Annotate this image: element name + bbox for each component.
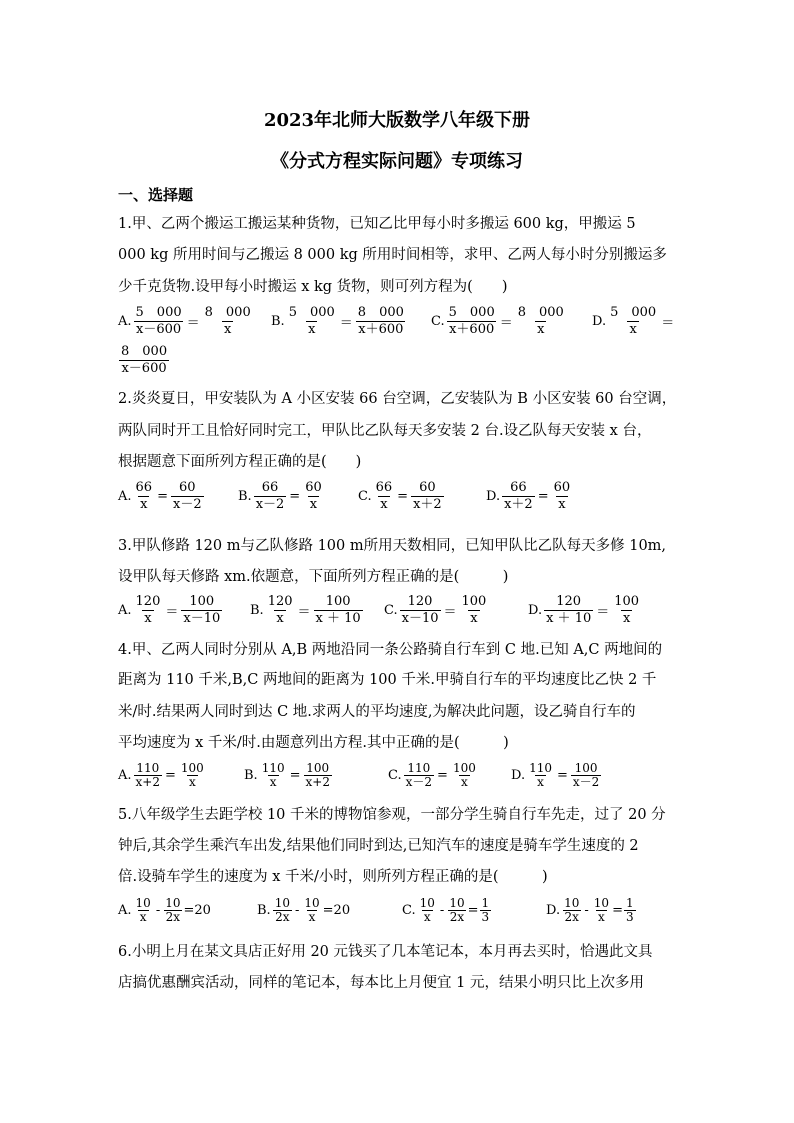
question-text-line: 000 kg 所用时间与乙搬运 8 000 kg 所用时间相等，求甲、乙两人每小时分别搬运多 (118, 247, 667, 263)
numerator: 10 (449, 896, 465, 910)
equals-sign: ＝ (443, 605, 457, 620)
fraction (516, 305, 566, 338)
equals-sign: ＝ (499, 316, 513, 331)
fraction (527, 762, 554, 789)
denominator: x (598, 910, 605, 924)
numerator: 8 000 (204, 305, 251, 320)
fraction (356, 305, 406, 338)
numerator: 100 (189, 594, 215, 609)
section-heading: 一、选择题 (118, 186, 194, 204)
numerator: 5 000 (135, 305, 182, 320)
equals-sign: = (157, 489, 168, 504)
option-b[interactable] (257, 897, 350, 924)
fraction (171, 480, 204, 513)
fraction (460, 594, 489, 627)
numerator: 10 (564, 896, 580, 910)
numerator: 60 (305, 480, 322, 495)
equals-sign: ＝ (596, 605, 610, 620)
numerator: 10 (165, 896, 181, 910)
denominator: x (308, 910, 316, 924)
equals-sign: ＝ (661, 316, 675, 331)
denominator: 2x (165, 910, 181, 924)
document-subtitle: 《分式方程实际问题》专项练习 (271, 151, 523, 172)
numerator: 120 (267, 594, 293, 609)
option-c[interactable] (402, 897, 492, 924)
option-label: D. (486, 489, 501, 504)
numerator: 60 (179, 480, 196, 495)
denominator: x+2 (135, 775, 160, 789)
option-label: B. (257, 903, 271, 918)
option-label: C. (384, 603, 398, 618)
numerator: 110 (529, 761, 552, 775)
option-a[interactable] (118, 594, 223, 627)
denominator: x (461, 775, 468, 789)
equals-sign: = (437, 768, 448, 783)
option-d[interactable] (546, 897, 637, 924)
equals-sign: = (289, 489, 301, 504)
option-d[interactable] (511, 762, 602, 789)
numerator: 5 000 (448, 305, 495, 320)
equals-sign: ＝ (165, 605, 179, 620)
minus-sign: - (439, 903, 445, 918)
fraction (302, 897, 321, 924)
option-label: C. (358, 489, 372, 504)
numerator: 8 000 (357, 305, 404, 320)
numerator: 10 (419, 896, 435, 910)
equals-sign: ＝ (297, 605, 311, 620)
fraction (266, 594, 295, 627)
denominator: x－600 (136, 322, 182, 337)
numerator: 66 (261, 480, 279, 495)
denominator: 2x (564, 910, 579, 924)
option-c[interactable] (431, 305, 567, 338)
denominator: x－600 (121, 361, 167, 376)
fraction (179, 762, 206, 789)
numerator: 10 (135, 896, 151, 910)
numerator: 5 000 (288, 305, 335, 320)
fraction (411, 480, 444, 513)
denominator: x－2 (172, 497, 202, 512)
fraction (254, 480, 287, 513)
fraction (624, 897, 636, 924)
denominator: x＋600 (449, 322, 495, 337)
fraction (374, 480, 395, 513)
minus-sign: - (294, 903, 300, 918)
question-text-line: 平均速度为 x 千米/时.由题意列出方程.其中正确的是( ) (118, 735, 509, 751)
option-c[interactable] (384, 594, 489, 627)
option-label: D. (592, 314, 607, 329)
option-a[interactable] (118, 897, 211, 924)
numerator: 100 (614, 594, 640, 609)
numerator: 1 (481, 896, 490, 910)
denominator: x (139, 910, 147, 924)
fraction (562, 897, 581, 924)
equals-sign: ＝ (339, 316, 353, 331)
option-label: D. (511, 768, 526, 783)
fraction (273, 897, 292, 924)
denominator: x－2 (572, 775, 600, 789)
question-text-line: 2.炎炎夏日，甲安装队为 A 小区安装 66 台空调，乙安装队为 B 小区安装 60 台空调， (118, 391, 677, 407)
numerator: 1 (625, 896, 634, 910)
question-text-line: 5.八年级学生去距学校 10 千米的博物馆参观，一部分学生骑自行车先走，过了 20 分 (118, 807, 666, 823)
question-text-line: 两队同时开工且恰好同时完工，甲队比乙队每天多安装 2 台.设乙队每天安装 x 台， (118, 423, 652, 439)
fraction (552, 480, 573, 513)
option-label: A. (118, 603, 132, 618)
option-d[interactable] (486, 480, 573, 513)
fraction (544, 594, 593, 627)
fraction (134, 897, 153, 924)
fraction (447, 897, 466, 924)
option-label: B. (238, 489, 252, 504)
numerator: 10 (593, 896, 610, 910)
option-d[interactable] (592, 305, 676, 338)
fraction (287, 305, 337, 338)
numerator: 60 (553, 480, 571, 495)
numerator: 100 (461, 594, 487, 609)
fraction (592, 897, 611, 924)
question-text-line: 米/时.结果两人同时到达 C 地.求两人的平均速度,为解决此问题，设乙骑自行车的 (118, 704, 636, 720)
denominator: x (423, 910, 431, 924)
denominator: x (629, 322, 637, 337)
option-b[interactable] (238, 480, 325, 513)
denominator: x－10 (183, 611, 221, 626)
denominator: x＋2 (413, 497, 442, 512)
option-label: A. (118, 903, 132, 918)
fraction (400, 594, 441, 627)
option-c[interactable] (358, 480, 445, 513)
denominator: 3 (481, 910, 490, 924)
option-d[interactable] (528, 594, 642, 627)
denominator: x (380, 497, 388, 512)
equation-rhs: =20 (322, 903, 351, 918)
numerator: 5 000 (610, 305, 657, 320)
numerator: 120 (407, 594, 433, 609)
minus-sign: - (584, 903, 589, 918)
question-text-line: 店搞优惠酬宾活动，同样的笔记本，每本比上月便宜 1 元，结果小明只比上次多用 (118, 975, 644, 991)
fraction (181, 594, 222, 627)
fraction (134, 762, 162, 789)
question-text-line: 4.甲、乙两人同时分别从 A,B 两地沿同一条公路骑自行车到 C 地.已知 A,C 两地间的 (118, 642, 663, 658)
numerator: 110 (136, 761, 160, 775)
equals-sign: = (467, 903, 479, 918)
fraction (451, 762, 478, 789)
question-text-line: 设甲队每天修路 xm.依题意，下面所列方程正确的是( ) (118, 569, 509, 585)
question-text-line: 距离为 110 千米,B,C 两地间的距离为 100 千米.甲骑自行车的平均速度比乙快 2 千 (118, 672, 657, 688)
denominator: x＋2 (504, 497, 533, 512)
fraction (303, 480, 324, 513)
option-label: B. (271, 314, 285, 329)
question-text-line: 少千克货物.设甲每小时搬运 x kg 货物，则可列方程为( ) (118, 279, 508, 295)
equals-sign: = (165, 768, 176, 783)
document-title: 2023年北师大版数学八年级下册 (263, 110, 531, 131)
equals-sign: = (612, 903, 623, 918)
question-text-line: 钟后,其余学生乘汽车出发,结果他们同时到达,已知汽车的速度是骑车学生速度的 2 (118, 838, 639, 854)
numerator: 66 (375, 480, 393, 495)
option-a[interactable] (118, 480, 205, 513)
denominator: x (188, 775, 196, 789)
denominator: x (144, 611, 152, 626)
fraction (134, 594, 163, 627)
fraction (134, 305, 184, 338)
denominator: x (276, 611, 284, 626)
option-b[interactable] (250, 594, 364, 627)
numerator: 100 (306, 761, 330, 775)
denominator: x (537, 775, 544, 789)
denominator: x－2 (255, 497, 285, 512)
option-label: A. (118, 768, 132, 783)
option-label: C. (431, 314, 445, 329)
denominator: x (558, 497, 566, 512)
option-label: B. (244, 768, 258, 783)
fraction (163, 897, 182, 924)
option-label: A. (118, 314, 132, 329)
equals-sign: = (397, 489, 409, 504)
denominator: x－10 (401, 611, 439, 626)
option-b[interactable] (271, 305, 407, 338)
question-text-line: 1.甲、乙两个搬运工搬运某种货物，已知乙比甲每小时多搬运 600 kg，甲搬运 5 (118, 216, 636, 232)
numerator: 8 000 (517, 305, 564, 320)
option-label: A. (118, 489, 132, 504)
option-c[interactable] (388, 762, 479, 789)
denominator: x (269, 775, 277, 789)
fraction (304, 762, 332, 789)
fraction (612, 594, 641, 627)
fraction (447, 305, 497, 338)
numerator: 10 (274, 896, 290, 910)
numerator: 100 (574, 761, 598, 775)
numerator: 110 (261, 761, 285, 775)
option-label: C. (388, 768, 402, 783)
numerator: 10 (304, 896, 320, 910)
equals-sign: = (289, 768, 301, 783)
fraction (260, 762, 287, 789)
option-a[interactable] (118, 762, 207, 789)
fraction (502, 480, 535, 513)
numerator: 120 (135, 594, 161, 609)
numerator: 110 (407, 761, 431, 775)
numerator: 66 (510, 480, 527, 495)
numerator: 60 (419, 480, 436, 495)
option-d-continued (118, 344, 170, 377)
question-text-line: 倍.设骑车学生的速度为 x 千米/小时，则所列方程正确的是( ) (118, 869, 548, 885)
fraction (418, 897, 437, 924)
denominator: x (224, 322, 232, 337)
option-label: B. (250, 603, 264, 618)
fraction (571, 762, 601, 789)
minus-sign: - (155, 903, 161, 918)
denominator: x (537, 322, 545, 337)
fraction (404, 762, 434, 789)
option-label: D. (546, 903, 561, 918)
option-label: D. (528, 603, 543, 618)
denominator: x＋600 (358, 322, 404, 337)
denominator: x－2 (405, 775, 433, 789)
option-label: C. (402, 903, 416, 918)
numerator: 8 000 (121, 344, 168, 359)
fraction (119, 344, 169, 377)
denominator: 2x (449, 910, 465, 924)
question-text-line: 根据题意下面所列方程正确的是( ) (118, 454, 362, 470)
fraction (134, 480, 155, 513)
numerator: 100 (452, 761, 476, 775)
question-text-line: 3.甲队修路 120 m与乙队修路 100 m所用天数相同，已知甲队比乙队每天多修 10m, (118, 538, 667, 554)
fraction (203, 305, 253, 338)
fraction (314, 594, 363, 627)
numerator: 100 (325, 594, 351, 609)
denominator: x+2 (305, 775, 330, 789)
denominator: x (140, 497, 148, 512)
equals-sign: ＝ (186, 316, 200, 331)
denominator: x ＋ 10 (315, 611, 361, 626)
denominator: 3 (625, 910, 634, 924)
denominator: 2x (275, 910, 290, 924)
denominator: x ＋ 10 (546, 611, 592, 626)
numerator: 120 (556, 594, 582, 609)
equation-rhs: =20 (183, 903, 211, 918)
equals-sign: = (557, 768, 568, 783)
numerator: 100 (180, 761, 204, 775)
denominator: x (309, 497, 318, 512)
numerator: 66 (135, 480, 153, 495)
option-a[interactable] (118, 305, 254, 338)
fraction (608, 305, 658, 338)
fraction (480, 897, 492, 924)
question-text-line: 6.小明上月在某文具店正好用 20 元钱买了几本笔记本，本月再去买时，恰遇此文具 (118, 944, 653, 960)
equals-sign: = (537, 489, 549, 504)
option-b[interactable] (244, 762, 333, 789)
denominator: x (622, 611, 631, 626)
denominator: x (308, 322, 316, 337)
denominator: x (470, 611, 478, 626)
